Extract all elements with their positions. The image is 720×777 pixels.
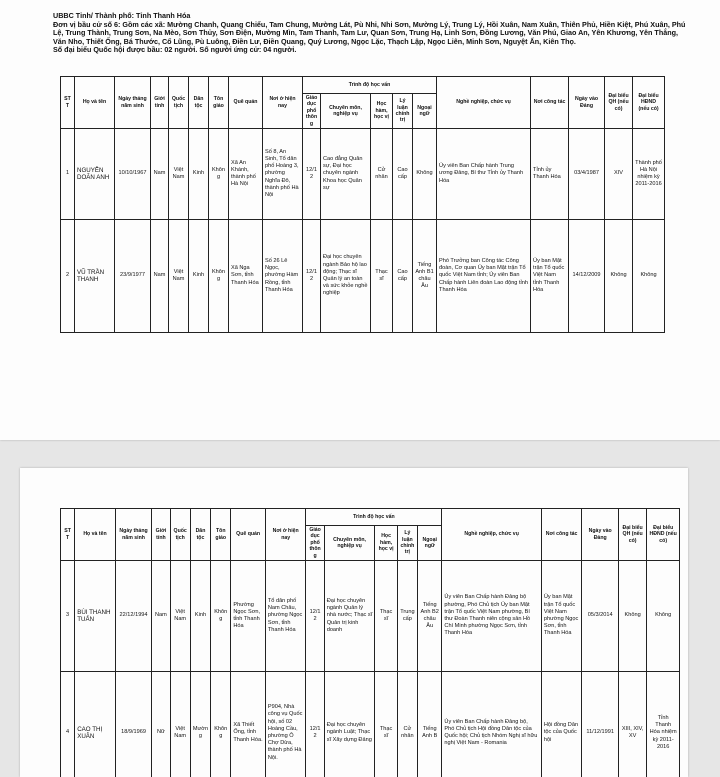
cell-name: VŨ TRẦN THANH [75,220,115,333]
cell-party-date: 03/4/1987 [569,129,605,220]
cell-dob: 10/10/1967 [115,129,151,220]
col-stt: ST T [61,509,75,561]
cell-residence: Số 8, An Sinh, Tổ dân phố Hoàng 3, phường Nghĩa Đô, thành phố Hà Nội [263,129,303,220]
col-hometown: Quê quán [229,77,263,129]
cell-language: Không [413,129,437,220]
cell-gender: Nam [152,561,170,672]
cell-ethnicity: Kinh [190,561,210,672]
cell-pc-delegate: Tỉnh Thanh Hóa nhiệm kỳ 2011-2016 [647,672,680,777]
cell-specialty: Cao đẳng Quân sự, Đại học chuyên ngành Khoa học Quân sự [321,129,371,220]
col-political: Lý luận chính trị [397,526,417,561]
cell-political: Trung cấp [397,561,417,672]
col-education-group: Trình độ học vấn [306,509,442,526]
col-workplace: Nơi công tác [531,77,569,129]
cell-stt: 1 [61,129,75,220]
col-occupation: Nghề nghiệp, chức vụ [437,77,531,129]
col-hometown: Quê quán [231,509,265,561]
table-header-row [61,509,680,526]
col-dob: Ngày tháng năm sinh [115,509,152,561]
col-party-date: Ngày vào Đảng [582,509,619,561]
col-nationality: Quốc tịch [169,77,189,129]
cell-hometown: Xã Thiết Ống, tỉnh Thanh Hóa. [231,672,265,777]
cell-nationality: Việt Nam [170,561,190,672]
col-stt: ST T [61,77,75,129]
cell-workplace: Ủy ban Mặt trận Tổ quốc Việt Nam phường Ngọc Sơn, tỉnh Thanh Hóa [541,561,582,672]
cell-ethnicity: Mường [190,672,210,777]
col-residence: Nơi ở hiện nay [265,509,306,561]
table-row [61,220,665,333]
col-specialty: Chuyên môn, nghiệp vụ [321,94,371,129]
cell-religion: Không [209,220,229,333]
cell-degree: Cử nhân [371,129,393,220]
col-workplace: Nơi công tác [541,509,582,561]
cell-political: Cao cấp [393,129,413,220]
col-party-date: Ngày vào Đảng [569,77,605,129]
cell-ethnicity: Kinh [189,220,209,333]
table-row [61,561,680,672]
col-name: Họ và tên [75,509,116,561]
cell-name: BÙI THANH TUẤN [75,561,116,672]
col-na-delegate: Đại biểu QH (nếu có) [605,77,633,129]
col-pc-delegate: Đại biểu HĐND (nếu có) [647,509,680,561]
col-na-delegate: Đại biểu QH (nếu có) [618,509,646,561]
cell-gender: Nam [151,129,169,220]
cell-residence: P904, Nhà công vụ Quốc hội, số 02 Hoàng Cầu, phường Ô Chợ Dừa, thành phố Hà Nội. [265,672,306,777]
col-gender: Giới tính [151,77,169,129]
cell-party-date: 11/12/1991 [582,672,619,777]
cell-stt: 2 [61,220,75,333]
cell-gender: Nữ [152,672,170,777]
cell-dob: 22/12/1994 [115,561,152,672]
cell-ethnicity: Kinh [189,129,209,220]
col-ethnicity: Dân tộc [189,77,209,129]
cell-language: Tiếng Anh B [418,672,442,777]
col-degree: Học hàm, học vị [375,526,397,561]
cell-gender: Nam [151,220,169,333]
col-ethnicity: Dân tộc [190,509,210,561]
cell-dob: 23/9/1977 [115,220,151,333]
cell-na-delegate: XIV [605,129,633,220]
cell-general-edu: 12/12 [306,561,324,672]
cell-stt: 3 [61,561,75,672]
col-gender: Giới tính [152,509,170,561]
cell-workplace: Ủy ban Mặt trận Tổ quốc Việt Nam tỉnh Thanh Hóa [531,220,569,333]
cell-occupation: Phó Trưởng ban Công tác Công đoàn, Cơ quan Ủy ban Mặt trận Tổ quốc Việt Nam tỉnh; Ủy viên Ban Chấp hành Liên đoàn Lao động tỉnh Thanh Hóa [437,220,531,333]
cell-hometown: Xã An Khánh, thành phố Hà Nội [229,129,263,220]
cell-workplace: Hội đồng Dân tộc của Quốc hội [541,672,582,777]
cell-general-edu: 12/12 [303,129,321,220]
col-pc-delegate: Đại biểu HĐND (nếu có) [633,77,665,129]
col-language: Ngoại ngữ [413,94,437,129]
cell-residence: Tổ dân phố Nam Châu, phường Ngọc Sơn, tỉnh Thanh Hóa [265,561,306,672]
col-religion: Tôn giáo [209,77,229,129]
col-general-edu: Giáo dục phổ thông [306,526,324,561]
col-political: Lý luận chính trị [393,94,413,129]
cell-nationality: Việt Nam [169,220,189,333]
cell-general-edu: 12/12 [303,220,321,333]
table-header-row [61,77,665,94]
col-nationality: Quốc tịch [170,509,190,561]
col-residence: Nơi ở hiện nay [263,77,303,129]
cell-occupation: Ủy viên Ban Chấp hành Đảng bộ, Phó Chủ tịch Hội đồng Dân tộc của Quốc hội; Chủ tịch Nhóm Nghị sĩ hữu nghị Việt Nam - Romania [442,672,541,777]
candidate-table-1 [60,76,665,333]
cell-na-delegate: Không [618,561,646,672]
cell-language: Tiếng Anh B2 châu Âu [418,561,442,672]
candidate-table-2 [60,508,680,777]
cell-occupation: Ủy viên Ban Chấp hành Trung ương Đảng, Bí thư Tỉnh ủy Thanh Hóa [437,129,531,220]
cell-specialty: Đại học chuyên ngành Quản lý nhà nước; Thạc sĩ Quản trị kinh doanh [324,561,375,672]
cell-specialty: Đại học chuyên ngành Luật; Thạc sĩ Xây dựng Đảng [324,672,375,777]
col-occupation: Nghề nghiệp, chức vụ [442,509,541,561]
cell-religion: Không [209,129,229,220]
col-religion: Tôn giáo [211,509,231,561]
cell-nationality: Việt Nam [169,129,189,220]
cell-dob: 18/9/1969 [115,672,152,777]
cell-religion: Không [211,561,231,672]
cell-specialty: Đại học chuyên ngành Bảo hộ lao động; Thạc sĩ Quản lý an toàn và sức khỏe nghề nghiệp [321,220,371,333]
cell-occupation: Ủy viên Ban Chấp hành Đảng bộ phường, Phó Chủ tịch Ủy ban Mặt trận Tổ quốc Việt Nam phường, Bí thư Đoàn Thanh niên cộng sản Hồ Chí Minh phường Ngọc Sơn, tỉnh Thanh Hóa [442,561,541,672]
cell-political: Cao cấp [393,220,413,333]
document-header [53,12,693,55]
cell-degree: Thạc sĩ [375,672,397,777]
cell-political: Cử nhân [397,672,417,777]
document-page-2 [20,468,688,777]
cell-pc-delegate: Không [633,220,665,333]
cell-degree: Thạc sĩ [371,220,393,333]
cell-pc-delegate: Thành phố Hà Nội nhiệm kỳ 2011-2016 [633,129,665,220]
cell-pc-delegate: Không [647,561,680,672]
table-row [61,129,665,220]
table-row [61,672,680,777]
cell-general-edu: 12/12 [306,672,324,777]
cell-religion: Không [211,672,231,777]
col-language: Ngoại ngữ [418,526,442,561]
seat-count-line: Số đại biểu Quốc hội được bầu: 02 người. Số người ứng cử: 04 người. [53,45,297,55]
col-education-group: Trình độ học vấn [303,77,437,94]
col-specialty: Chuyên môn, nghiệp vụ [324,526,375,561]
cell-degree: Thạc sĩ [375,561,397,672]
cell-hometown: Xã Nga Sơn, tỉnh Thanh Hóa [229,220,263,333]
committee-line: UBBC Tỉnh/ Thành phố: Tỉnh Thanh Hóa [53,11,191,20]
col-name: Họ và tên [75,77,115,129]
cell-party-date: 14/12/2009 [569,220,605,333]
col-dob: Ngày tháng năm sinh [115,77,151,129]
cell-nationality: Việt Nam [170,672,190,777]
constituency-line: Đơn vị bầu cử số 6: Gồm các xã: Mường Chanh, Quang Chiểu, Tam Chung, Mường Lát, Pù Nhi, Nhi Sơn, Mường Lý, Trung Lý, Hồi Xuân, Nam Xuân, Thiên Phủ, Hiền Kiệt, Phú Xuân, Phú Lệ, Trung Thành, Trung Sơn, Na Mèo, Sơn Thủy, Sơn Điện, Mường Mìn, Tam Thanh, Tam Lư, Quan Sơn, Trung Hạ, Linh Sơn, Đồng Lương, Văn Phú, Giao An, Yên Khương, Yên Thắng, Văn Nho, Thiết Ống, Bá Thước, Cổ Lũng, Pù Luông, Điền Lư, Điền Quang, Quý Lương, Ngọc Lặc, Thạch Lập, Ngọc Liên, Minh Sơn, Nguyệt Ấn, Kiên Thọ. [53,19,686,46]
cell-stt: 4 [61,672,75,777]
cell-residence: Số 26 Lê Ngọc, phường Hàm Rồng, tỉnh Thanh Hóa [263,220,303,333]
cell-na-delegate: Không [605,220,633,333]
cell-na-delegate: XIII, XIV, XV [618,672,646,777]
cell-name: NGUYỄN DOÃN ANH [75,129,115,220]
cell-language: Tiếng Anh B1 châu Âu [413,220,437,333]
cell-party-date: 05/3/2014 [582,561,619,672]
cell-workplace: Tỉnh ủy Thanh Hóa [531,129,569,220]
cell-hometown: Phường Ngọc Sơn, tỉnh Thanh Hóa [231,561,265,672]
cell-name: CAO THỊ XUÂN [75,672,116,777]
col-general-edu: Giáo dục phổ thông [303,94,321,129]
col-degree: Học hàm, học vị [371,94,393,129]
